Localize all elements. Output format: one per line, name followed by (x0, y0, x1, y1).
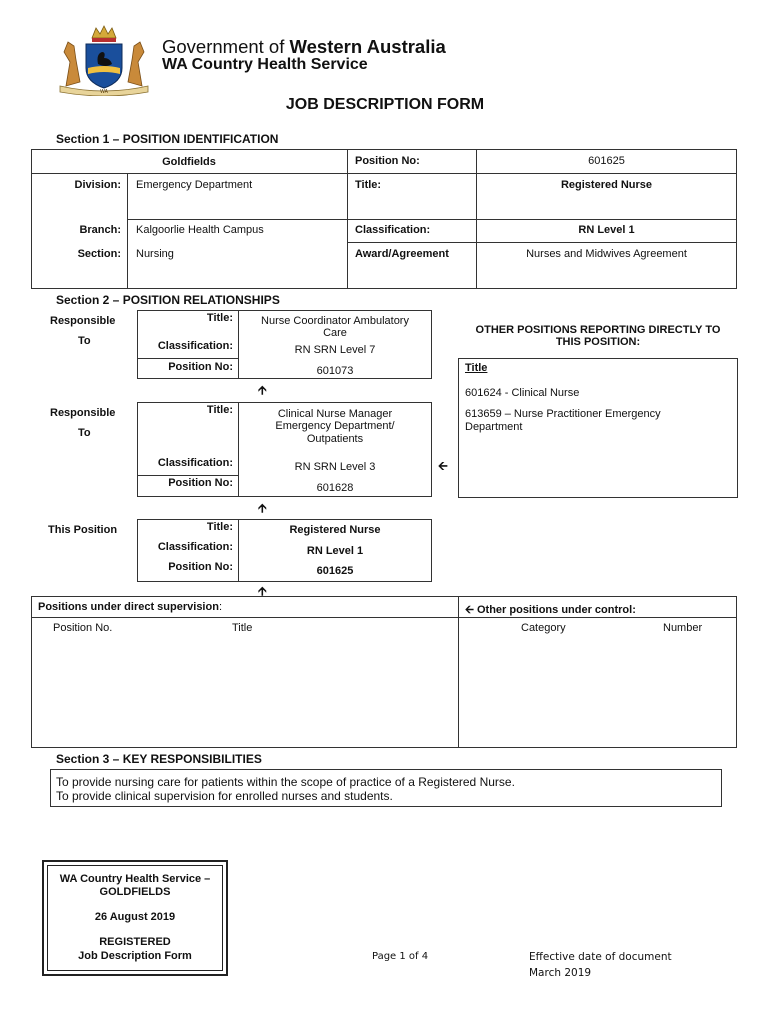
this-position-label: This Position (48, 524, 118, 536)
control-col-number: Number (663, 622, 703, 634)
page-number: Page 1 of 4 (372, 951, 429, 962)
other-title-header: Title (465, 362, 488, 374)
government-line (162, 36, 446, 58)
box3-classification: RN Level 1 (306, 545, 364, 557)
other-item-2-line2: Department (465, 421, 523, 433)
supervision-heading-colon: : (218, 601, 222, 613)
award-label: Award/Agreement (355, 248, 449, 260)
section2-heading: Section 2 – POSITION RELATIONSHIPS (56, 293, 280, 307)
effective-date-label: Effective date of document (529, 951, 672, 963)
box3-title-label: Title: (206, 521, 233, 533)
responsible-label-2: Responsible (50, 407, 116, 419)
other-item-1: 601624 - Clinical Nurse (465, 387, 580, 399)
crest-motto: WA (100, 89, 108, 95)
arrow-left-icon: 🡨 (438, 459, 448, 473)
division-value: Emergency Department (136, 179, 253, 191)
stamp-line-1: WA Country Health Service – (59, 873, 211, 885)
box2-title-label: Title: (206, 404, 233, 416)
government-prefix: Government of (162, 36, 290, 57)
award-value: Nurses and Midwives Agreement (526, 248, 687, 260)
responsibility-line-2: To provide clinical supervision for enrolled nurses and students. (56, 789, 393, 803)
to-label-2: To (78, 427, 91, 439)
wa-crest-logo (54, 24, 154, 96)
box1-position-no-label: Position No: (168, 361, 233, 373)
stamp-line-2: GOLDFIELDS (99, 886, 171, 898)
box2-position-no-label: Position No: (168, 477, 233, 489)
stamp-line-4: Job Description Form (78, 950, 192, 962)
box2-title-line2: Emergency Department/ (275, 420, 395, 432)
box1-title-line1: Nurse Coordinator Ambulatory (261, 315, 409, 327)
service-line: WA Country Health Service (162, 56, 368, 73)
box2-position-no: 601628 (316, 482, 354, 494)
region-name: Goldfields (162, 156, 216, 168)
box3-position-no: 601625 (316, 565, 354, 577)
other-positions-heading-line1: OTHER POSITIONS REPORTING DIRECTLY TO (475, 324, 721, 336)
supervision-heading (38, 601, 222, 613)
branch-label: Branch: (79, 224, 121, 236)
stamp-date: 26 August 2019 (94, 911, 176, 923)
responsibility-line-1: To provide nursing care for patients within the scope of practice of a Registered Nurse. (56, 775, 515, 789)
other-positions-heading-line2: THIS POSITION: (555, 336, 641, 348)
supervision-col-title: Title (232, 622, 253, 634)
section-value: Nursing (136, 248, 174, 260)
section3-heading: Section 3 – KEY RESPONSIBILITIES (56, 752, 262, 766)
box1-title-label: Title: (206, 312, 233, 324)
box2-classification: RN SRN Level 3 (294, 461, 376, 473)
title-label: Title: (355, 179, 382, 191)
section-label: Section: (77, 248, 121, 260)
section1-heading: Section 1 – POSITION IDENTIFICATION (56, 132, 279, 146)
effective-date-value: March 2019 (529, 967, 592, 979)
position-no-value: 601625 (588, 155, 625, 167)
government-bold: Western Australia (289, 36, 446, 57)
box3-position-no-label: Position No: (168, 561, 233, 573)
box2-title-line3: Outpatients (306, 433, 364, 445)
title-value: Registered Nurse (560, 179, 653, 191)
box1-position-no: 601073 (316, 365, 354, 377)
box3-classification-label: Classification: (157, 541, 233, 553)
responsible-label-1: Responsible (50, 315, 116, 327)
box2-classification-label: Classification: (157, 457, 233, 469)
box1-classification: RN SRN Level 7 (294, 344, 376, 356)
classification-value: RN Level 1 (578, 224, 635, 236)
stamp-line-3: REGISTERED (99, 936, 171, 948)
box1-classification-label: Classification: (157, 340, 233, 352)
supervision-col-position-no: Position No. (53, 622, 113, 634)
arrow-up-icon-3: 🡩 (258, 584, 267, 598)
control-heading: 🡨 Other positions under control: (465, 604, 636, 616)
form-title: JOB DESCRIPTION FORM (285, 96, 485, 113)
control-col-category: Category (521, 622, 566, 634)
position-no-label: Position No: (355, 155, 420, 167)
to-label-1: To (78, 335, 91, 347)
classification-label: Classification: (355, 224, 431, 236)
other-item-2-line1: 613659 – Nurse Practitioner Emergency (465, 408, 661, 420)
arrow-up-icon-2: 🡩 (258, 501, 267, 515)
box3-title: Registered Nurse (289, 524, 381, 536)
box1-title-line2: Care (323, 327, 347, 339)
branch-value: Kalgoorlie Health Campus (136, 224, 264, 236)
box2-title-line1: Clinical Nurse Manager (277, 408, 393, 420)
arrow-up-icon: 🡩 (258, 383, 267, 397)
division-label: Division: (74, 179, 121, 191)
supervision-heading-text: Positions under direct supervision (38, 601, 219, 613)
